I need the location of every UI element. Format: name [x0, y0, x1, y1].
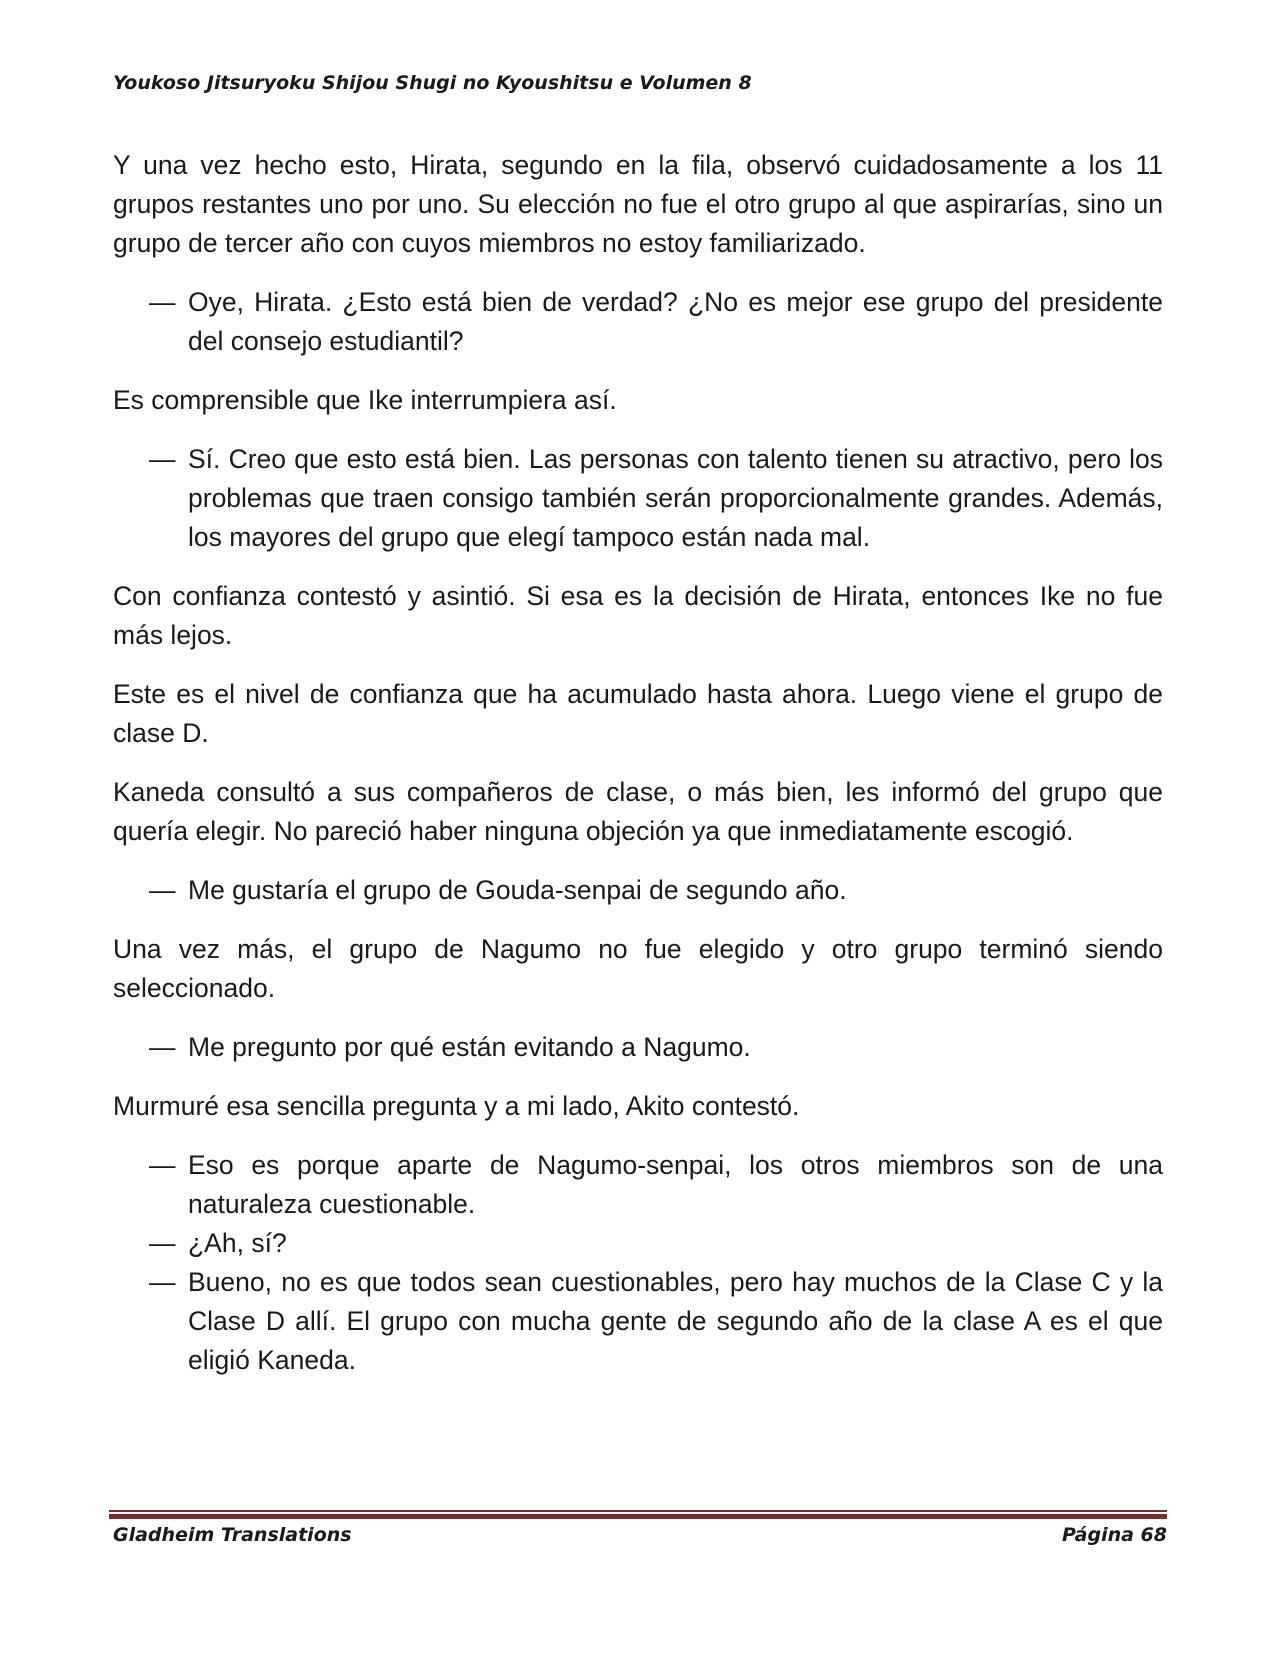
dialogue-line-1	[113, 283, 1163, 361]
dialogue-line-2	[113, 440, 1163, 557]
dialogue-dash: —	[149, 287, 176, 317]
paragraph-1: Y una vez hecho esto, Hirata, segundo en la fila, observó cuidadosamente a los 11 grupos restantes uno por uno. Su elección no fue el otro grupo al que aspirarías, sino un grupo de tercer año con cuyos miembros no estoy familiarizado.	[113, 150, 1163, 258]
paragraph-5: Kaneda consultó a sus compañeros de clase, o más bien, les informó del grupo que quería elegir. No pareció haber ninguna objeción ya que inmediatamente escogió.	[113, 777, 1163, 846]
dialogue-text: ¿Ah, sí?	[188, 1228, 287, 1258]
paragraph-2: Es comprensible que Ike interrumpiera así.	[113, 385, 617, 415]
dialogue-line-5	[113, 1146, 1163, 1224]
dialogue-dash: —	[149, 1228, 176, 1258]
footer-rule-thin	[109, 1510, 1167, 1512]
dialogue-line-4	[113, 1028, 1163, 1067]
dialogue-group-1	[113, 283, 1163, 361]
dialogue-text: Oye, Hirata. ¿Esto está bien de verdad? ¿No es mejor ese grupo del presidente del consejo estudiantil?	[188, 287, 1163, 356]
footer-rule-thick	[109, 1514, 1167, 1519]
dialogue-group-3	[113, 871, 1163, 910]
paragraph-7: Murmuré esa sencilla pregunta y a mi lado, Akito contestó.	[113, 1091, 800, 1121]
dialogue-text: Sí. Creo que esto está bien. Las personas con talento tienen su atractivo, pero los problemas que traen consigo también serán proporcionalmente grandes. Además, los mayores del grupo que elegí tampoco están nada mal.	[188, 444, 1163, 552]
header-title: Youkoso Jitsuryoku Shijou Shugi no Kyoushitsu e Volumen 8	[113, 72, 752, 94]
page-body	[113, 146, 1163, 1400]
dialogue-text: Bueno, no es que todos sean cuestionables, pero hay muchos de la Clase C y la Clase D allí. El grupo con mucha gente de segundo año de la clase A es el que eligió Kaneda.	[188, 1267, 1163, 1375]
dialogue-dash: —	[149, 1150, 176, 1180]
footer-page-number: Página 68	[1061, 1524, 1167, 1546]
dialogue-text: Me gustaría el grupo de Gouda-senpai de segundo año.	[188, 875, 847, 905]
dialogue-dash: —	[149, 875, 176, 905]
dialogue-text: Me pregunto por qué están evitando a Nagumo.	[188, 1032, 751, 1062]
dialogue-dash: —	[149, 1032, 176, 1062]
footer-translator: Gladheim Translations	[113, 1524, 352, 1546]
dialogue-line-6	[113, 1224, 1163, 1263]
dialogue-line-7	[113, 1263, 1163, 1380]
paragraph-6: Una vez más, el grupo de Nagumo no fue elegido y otro grupo terminó siendo seleccionado.	[113, 934, 1163, 1003]
dialogue-dash: —	[149, 444, 176, 474]
dialogue-dash: —	[149, 1267, 176, 1297]
dialogue-line-3	[113, 871, 1163, 910]
dialogue-group-4	[113, 1028, 1163, 1067]
paragraph-3: Con confianza contestó y asintió. Si esa es la decisión de Hirata, entonces Ike no fue más lejos.	[113, 581, 1163, 650]
dialogue-text: Eso es porque aparte de Nagumo-senpai, los otros miembros son de una naturaleza cuestionable.	[188, 1150, 1163, 1219]
paragraph-4: Este es el nivel de confianza que ha acumulado hasta ahora. Luego viene el grupo de clase D.	[113, 679, 1163, 748]
dialogue-group-5	[113, 1146, 1163, 1380]
dialogue-group-2	[113, 440, 1163, 557]
